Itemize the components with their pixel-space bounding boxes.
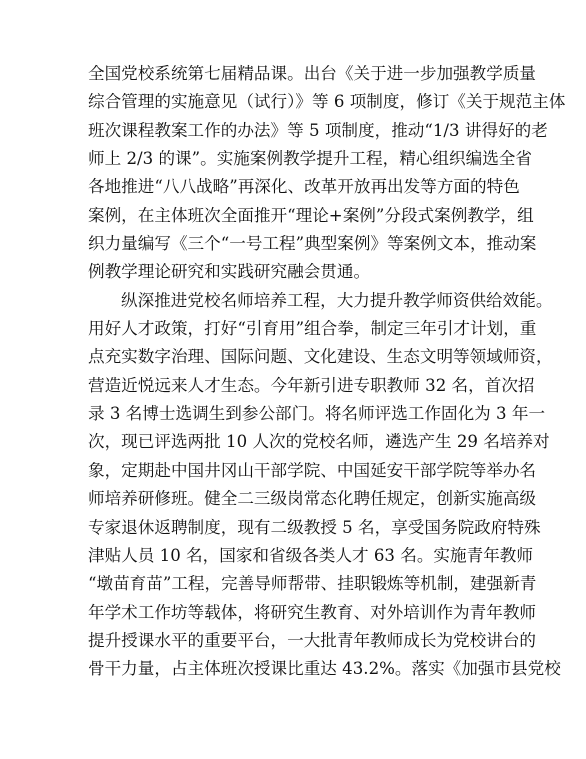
text-line: 象，定期赴中国井冈山干部学院、中国延安干部学院等举办名 (88, 460, 537, 480)
paragraph-2 (88, 287, 561, 684)
paragraph-1 (88, 60, 566, 287)
text-line: 年学术工作坊等载体，将研究生教育、对外培训作为青年教师 (88, 602, 537, 622)
text-line: 提升授课水平的重要平台，一大批青年教师成长为党校讲台的 (88, 630, 537, 650)
text-line: 津贴人员 10 名，国家和省级各类人才 63 名。实施青年教师 (88, 545, 533, 565)
text-line: 师上 2/3 的课”。实施案例教学提升工程，精心组织编选全省 (88, 149, 532, 169)
text-line: 营造近悦远来人才生态。今年新引进专职教师 32 名，首次招 (88, 375, 535, 395)
text-line: 专家退休返聘制度，现有二级教授 5 名，享受国务院政府特殊 (88, 517, 541, 537)
text-line: 纵深推进党校名师培养工程，大力提升教学师资供给效能。 (121, 290, 553, 310)
body-text (88, 60, 566, 684)
text-line: “墩苗育苗”工程，完善导师帮带、挂职锻炼等机制，建强新青 (88, 574, 537, 594)
text-line: 综合管理的实施意见（试行）》等 6 项制度，修订《关于规范主体 (88, 92, 566, 112)
text-line: 全国党校系统第七届精品课。出台《关于进一步加强教学质量 (88, 64, 537, 83)
text-line: 录 3 名博士选调生到参公部门。将名师评选工作固化为 3 年一 (88, 404, 546, 424)
text-line: 各地推进“八八战略”再深化、改革开放再出发等方面的特色 (88, 177, 520, 197)
text-line: 用好人才政策，打好“引育用”组合拳，制定三年引才计划，重 (88, 319, 537, 339)
text-line: 次，现已评选两批 10 人次的党校名师，遴选产生 29 名培养对 (88, 432, 550, 452)
text-line: 案例，在主体班次全面推开“理论+案例”分段式案例教学，组 (88, 205, 534, 225)
text-line: 骨干力量，占主体班次授课比重达 43.2%。落实《加强市县党校 (88, 659, 561, 679)
text-line: 师培养研修班。健全二三级岗常态化聘任规定，创新实施高级 (88, 489, 537, 509)
text-line: 织力量编写《三个“一号工程”典型案例》等案例文本，推动案 (88, 234, 537, 254)
text-line: 例教学理论研究和实践研究融会贯通。 (88, 262, 371, 282)
text-line: 点充实数字治理、国际问题、文化建设、生态文明等领域师资， (88, 347, 553, 367)
text-line: 班次课程教案工作的办法》等 5 项制度，推动“1/3 讲得好的老 (88, 120, 548, 140)
